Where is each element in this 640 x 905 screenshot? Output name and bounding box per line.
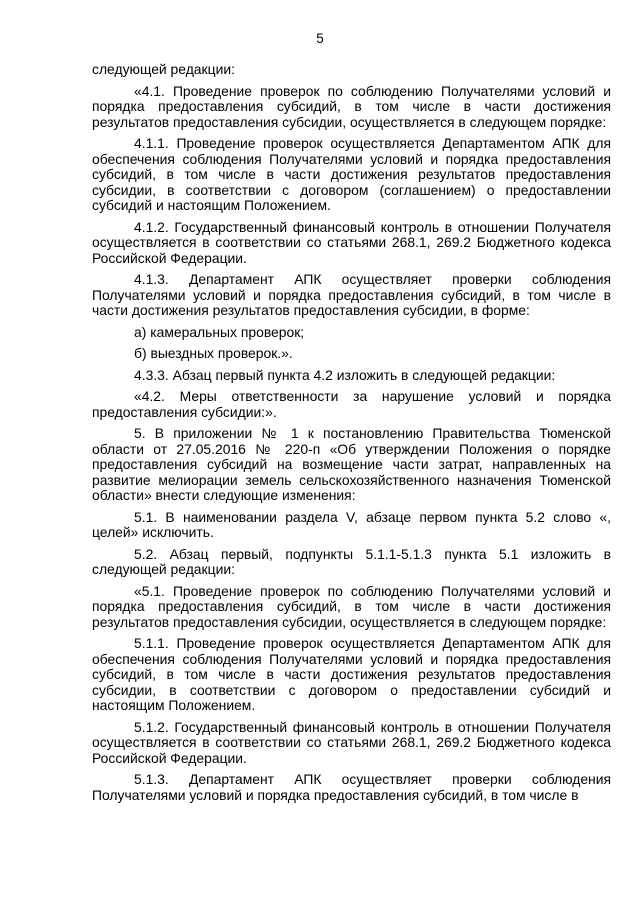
paragraph: 4.3.3. Абзац первый пункта 4.2 изложить в следующей редакции: [134, 366, 556, 383]
paragraph: 5.1.2. Государственный финансовый контроль в отношении Получателя осуществляется в соответствии со статьями 268.1, 269.2 Бюджетного кодекса Российской Федерации. [92, 718, 611, 766]
paragraph: 5.1.3. Департамент АПК осуществляет проверки соблюдения Получателями условий и порядка предоставления субсидий, в том числе в [92, 771, 611, 803]
paragraph: «4.1. Проведение проверок по соблюдению Получателями условий и порядка предоставления субсидий, в том числе в части достижения результатов предоставления субсидии, осуществляется в следующем порядке: [92, 82, 611, 130]
paragraph: «5.1. Проведение проверок по соблюдению Получателями условий и порядка предоставления субсидий, в том числе в части достижения результатов предоставления субсидии, осуществляется в следующем порядке: [92, 582, 611, 630]
paragraph: 5.1.1. Проведение проверок осуществляется Департаментом АПК для обеспечения соблюдения Получателями условий и порядка предоставления субсидий, в том числе в части достижения результатов предоставления субсидии, в соответствии с договором о предоставлении субсидий и настоящим Положением. [92, 635, 611, 713]
page-number: 5 [316, 31, 324, 46]
paragraph: 4.1.1. Проведение проверок осуществляется Департаментом АПК для обеспечения соблюдения Получателями условий и порядка предоставления субсидий, в том числе в части достижения результатов предоставления субсидии, в соответствии с договором (соглашением) о предоставлении субсидий и настоящим Положением. [92, 135, 611, 213]
paragraph: б) выездных проверок.». [134, 345, 293, 361]
paragraph: «4.2. Меры ответственности за нарушение условий и порядка предоставления субсидии:». [92, 388, 611, 420]
page-body [92, 62, 611, 809]
paragraph: 5. В приложении № 1 к постановлению Правительства Тюменской области от 27.05.2016 № 220-п «Об утверждении Положения о порядке предоставления субсидий на возмещение части затрат, направленных на развитие мелиорации земель сельскохозяйственного назначения Тюменской области» внести следующие изменения: [92, 425, 611, 503]
paragraph: 4.1.2. Государственный финансовый контроль в отношении Получателя осуществляется в соответствии со статьями 268.1, 269.2 Бюджетного кодекса Российской Федерации. [92, 218, 611, 266]
paragraph: 5.1. В наименовании раздела V, абзаце первом пункта 5.2 слово «, целей» исключить. [92, 508, 611, 540]
paragraph: а) камеральных проверок; [134, 323, 305, 340]
paragraph: следующей редакции: [92, 61, 235, 77]
paragraph: 4.1.3. Департамент АПК осуществляет проверки соблюдения Получателями условий и порядка предоставления субсидий, в том числе в части достижения результатов предоставления субсидии, в форме: [92, 271, 611, 318]
paragraph: 5.2. Абзац первый, подпункты 5.1.1-5.1.3 пункта 5.1 изложить в следующей редакции: [92, 545, 611, 577]
